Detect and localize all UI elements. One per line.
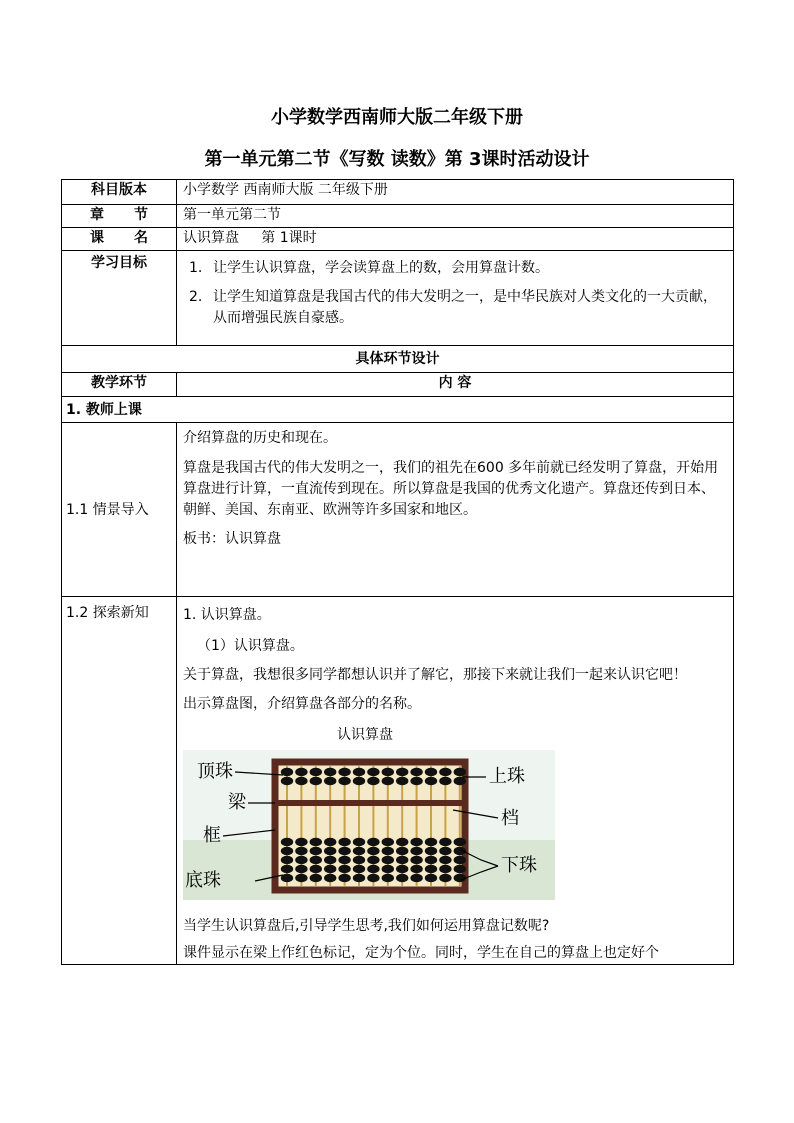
upper-bead bbox=[353, 768, 365, 776]
goal-item: 2. 让学生知道算盘是我国古代的伟大发明之一，是中华民族对人类文化的一大贡献，从而增强民族自豪感。 bbox=[189, 289, 717, 326]
lower-bead bbox=[295, 865, 307, 873]
row-section1 bbox=[62, 397, 734, 423]
upper-bead bbox=[295, 777, 307, 785]
lesson-value: 认识算盘 第 1课时 bbox=[177, 228, 734, 251]
lower-bead bbox=[396, 856, 408, 864]
upper-bead bbox=[396, 768, 408, 776]
lower-bead bbox=[454, 874, 466, 882]
lower-bead bbox=[281, 838, 293, 846]
figure-caption: 认识算盘 bbox=[337, 727, 393, 743]
lower-bead bbox=[295, 838, 307, 846]
lower-bead bbox=[382, 838, 394, 846]
abacus-beam bbox=[278, 800, 462, 806]
step2-p5: 当学生认识算盘后,引导学生思考,我们如何运用算盘记数呢? bbox=[183, 918, 550, 934]
lower-bead bbox=[310, 865, 322, 873]
lower-bead bbox=[396, 838, 408, 846]
step1-p1: 介绍算盘的历史和现在。 bbox=[183, 430, 337, 446]
row-lesson bbox=[62, 228, 734, 251]
row-subject bbox=[62, 180, 734, 205]
step2-p6: 课件显示在梁上作红色标记，定为个位。同时，学生在自己的算盘上也定好个 bbox=[183, 945, 659, 961]
upper-bead bbox=[310, 777, 322, 785]
upper-bead bbox=[324, 777, 336, 785]
lower-bead bbox=[338, 838, 350, 846]
label-top-bead: 顶珠 bbox=[197, 761, 233, 781]
step1-p2: 算盘是我国古代的伟大发明之一，我们的祖先在600 多年前就已经发明了算盘，开始用算盘进行计算，一直流传到现在。所以算盘是我国的优秀文化遗产。算盘还传到日本、朝鲜、美国、东南亚、欧洲等许多国家和地区。 bbox=[183, 460, 719, 518]
lower-bead bbox=[367, 856, 379, 864]
lower-bead bbox=[353, 838, 365, 846]
lower-bead bbox=[439, 874, 451, 882]
step2-p4: 出示算盘图，介绍算盘各部分的名称。 bbox=[183, 696, 421, 712]
lower-bead bbox=[310, 847, 322, 855]
lower-bead bbox=[396, 847, 408, 855]
goal-item: 1. 让学生认识算盘，学会读算盘上的数，会用算盘计数。 bbox=[189, 260, 549, 276]
upper-bead bbox=[454, 768, 466, 776]
upper-bead bbox=[281, 777, 293, 785]
lower-bead bbox=[382, 847, 394, 855]
lower-bead bbox=[382, 865, 394, 873]
lower-bead bbox=[439, 856, 451, 864]
lower-bead bbox=[324, 847, 336, 855]
label-rod: 档 bbox=[501, 808, 519, 828]
upper-bead bbox=[454, 777, 466, 785]
chapter-label: 章 节 bbox=[90, 207, 148, 223]
column-header-content: 内 容 bbox=[177, 373, 734, 397]
lower-bead bbox=[396, 865, 408, 873]
lower-bead bbox=[310, 838, 322, 846]
row-chapter bbox=[62, 205, 734, 228]
lower-bead bbox=[324, 874, 336, 882]
lower-bead bbox=[410, 874, 422, 882]
lower-bead bbox=[353, 874, 365, 882]
lower-bead bbox=[324, 838, 336, 846]
lower-bead bbox=[382, 856, 394, 864]
goals-label: 学习目标 bbox=[62, 251, 177, 346]
lower-bead bbox=[425, 856, 437, 864]
upper-bead bbox=[310, 768, 322, 776]
row-step2 bbox=[62, 597, 734, 965]
upper-bead bbox=[338, 777, 350, 785]
subject-value: 小学数学 西南师大版 二年级下册 bbox=[177, 180, 734, 205]
step2-label: 1.2 探索新知 bbox=[62, 597, 177, 965]
lower-bead bbox=[310, 856, 322, 864]
lower-bead bbox=[425, 874, 437, 882]
lower-bead bbox=[281, 865, 293, 873]
step2-p3: 关于算盘，我想很多同学都想认识并了解它，那接下来就让我们一起来认识它吧！ bbox=[183, 667, 687, 683]
upper-bead bbox=[295, 768, 307, 776]
abacus-figure bbox=[183, 750, 555, 900]
upper-bead bbox=[338, 768, 350, 776]
upper-bead bbox=[425, 777, 437, 785]
lower-bead bbox=[439, 847, 451, 855]
lower-bead bbox=[310, 874, 322, 882]
lower-bead bbox=[439, 865, 451, 873]
lower-bead bbox=[324, 856, 336, 864]
lower-bead bbox=[353, 856, 365, 864]
upper-bead bbox=[382, 777, 394, 785]
upper-bead bbox=[439, 768, 451, 776]
lower-bead bbox=[367, 838, 379, 846]
lower-bead bbox=[425, 847, 437, 855]
lower-bead bbox=[410, 856, 422, 864]
upper-bead bbox=[367, 768, 379, 776]
lower-bead bbox=[454, 865, 466, 873]
lower-bead bbox=[382, 874, 394, 882]
lower-bead bbox=[338, 847, 350, 855]
lower-bead bbox=[324, 865, 336, 873]
section-title: 1. 教师上课 bbox=[62, 397, 734, 423]
document-subtitle: 第一单元第二节《写数 读数》第 3课时活动设计 bbox=[204, 149, 590, 170]
lower-bead bbox=[295, 874, 307, 882]
upper-bead bbox=[410, 768, 422, 776]
lower-bead bbox=[295, 856, 307, 864]
row-columns bbox=[62, 373, 734, 397]
lower-bead bbox=[367, 847, 379, 855]
lower-bead bbox=[338, 865, 350, 873]
lower-bead bbox=[425, 865, 437, 873]
lower-bead bbox=[439, 838, 451, 846]
step1-p3: 板书：认识算盘 bbox=[183, 531, 281, 547]
label-upper-bead: 上珠 bbox=[489, 766, 525, 786]
lesson-table bbox=[61, 179, 734, 965]
lower-bead bbox=[281, 856, 293, 864]
lower-bead bbox=[295, 847, 307, 855]
document-title: 小学数学西南师大版二年级下册 bbox=[271, 107, 523, 128]
abacus-illustration bbox=[183, 750, 555, 900]
step2-p1: 1. 认识算盘。 bbox=[183, 607, 271, 623]
upper-bead bbox=[382, 768, 394, 776]
lower-bead bbox=[353, 865, 365, 873]
chapter-value: 第一单元第二节 bbox=[177, 205, 734, 228]
design-header: 具体环节设计 bbox=[62, 346, 734, 373]
label-bottom-bead: 底珠 bbox=[185, 870, 221, 890]
lower-bead bbox=[281, 847, 293, 855]
lower-bead bbox=[425, 838, 437, 846]
upper-bead bbox=[396, 777, 408, 785]
lower-bead bbox=[454, 856, 466, 864]
upper-bead bbox=[439, 777, 451, 785]
upper-bead bbox=[425, 768, 437, 776]
upper-bead bbox=[410, 777, 422, 785]
step2-p2: （1）认识算盘。 bbox=[197, 638, 304, 654]
lower-bead bbox=[367, 874, 379, 882]
goals-list bbox=[183, 251, 727, 329]
upper-bead bbox=[324, 768, 336, 776]
row-step1 bbox=[62, 423, 734, 597]
lower-bead bbox=[353, 847, 365, 855]
upper-bead bbox=[367, 777, 379, 785]
step1-label: 1.1 情景导入 bbox=[62, 423, 177, 597]
column-header-stage: 教学环节 bbox=[62, 373, 177, 397]
upper-bead bbox=[353, 777, 365, 785]
row-goals bbox=[62, 251, 734, 346]
lower-bead bbox=[454, 838, 466, 846]
row-design-header bbox=[62, 346, 734, 373]
lower-bead bbox=[410, 865, 422, 873]
lesson-label: 课 名 bbox=[90, 230, 148, 246]
subject-label: 科目版本 bbox=[62, 180, 177, 205]
lower-bead bbox=[367, 865, 379, 873]
lower-bead bbox=[396, 874, 408, 882]
lower-bead bbox=[410, 847, 422, 855]
label-frame: 框 bbox=[203, 825, 221, 845]
label-beam: 梁 bbox=[228, 792, 246, 812]
lower-bead bbox=[338, 856, 350, 864]
lower-bead bbox=[338, 874, 350, 882]
lower-bead bbox=[410, 838, 422, 846]
label-lower-bead: 下珠 bbox=[501, 855, 537, 875]
